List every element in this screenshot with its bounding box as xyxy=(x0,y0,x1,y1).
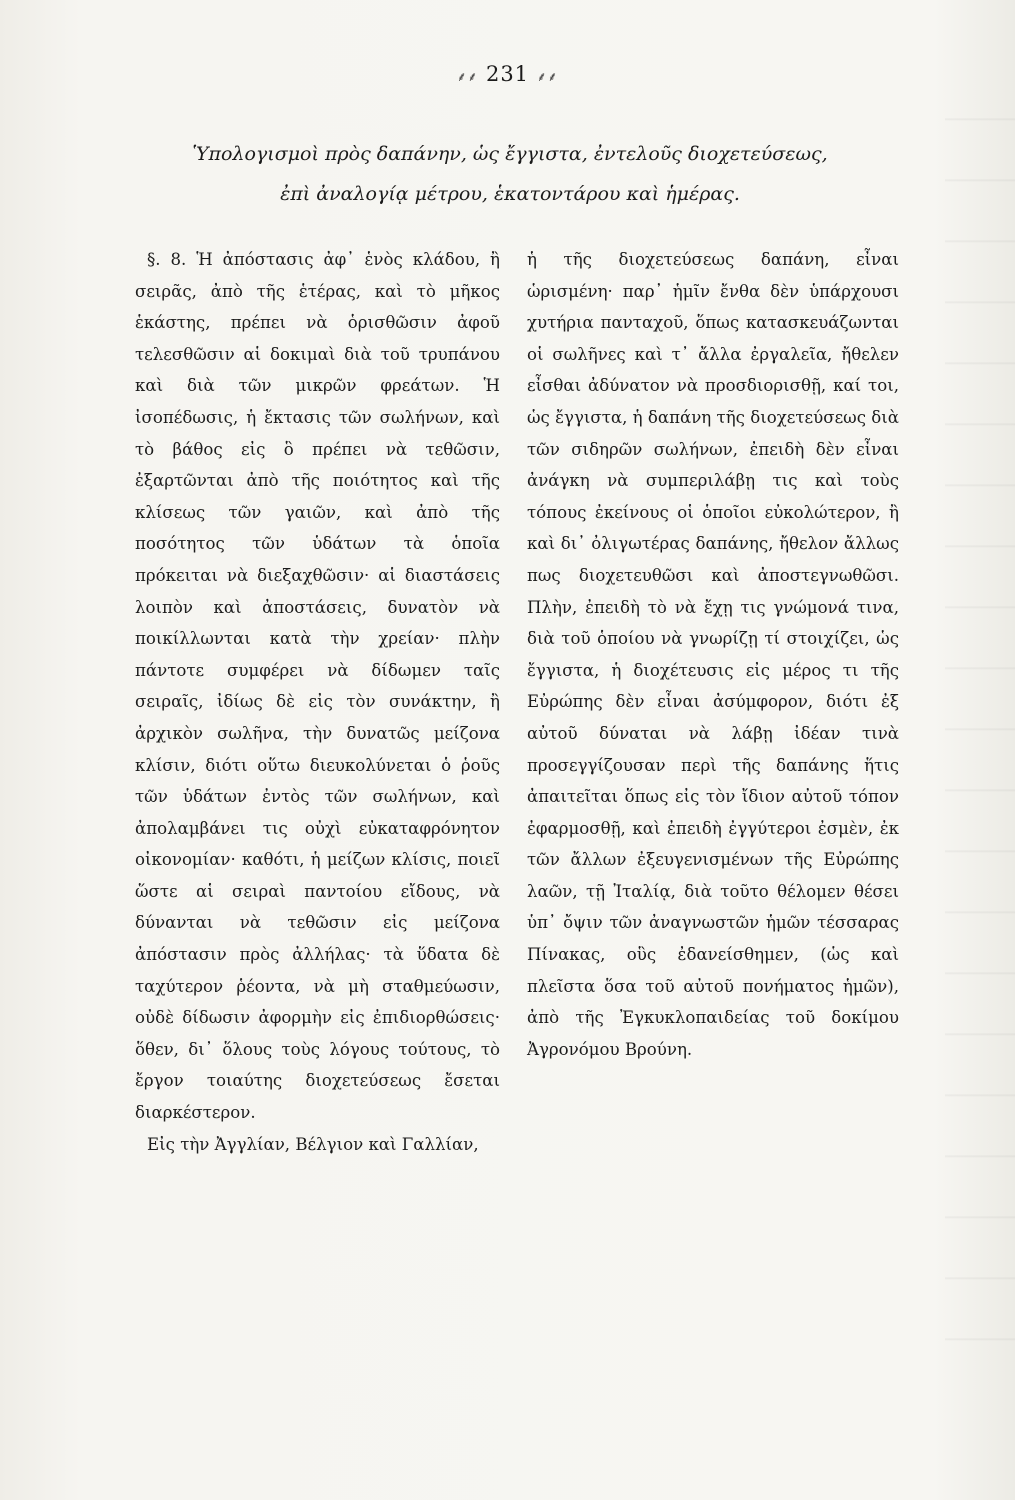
section-title-line-2: ἐπὶ ἀναλογίᾳ μέτρου, ἑκατοντάρου καὶ ἡμέρας. xyxy=(280,183,740,205)
right-column xyxy=(527,244,899,1065)
left-paragraph-2: Εἰς τὴν Ἀγγλίαν, Βέλγιον καὶ Γαλλίαν, xyxy=(147,1134,479,1154)
right-paragraph-1: ἡ τῆς διοχετεύσεως δαπάνη, εἶναι ὡρισμένη· παρ᾽ ἡμῖν ἔνθα δὲν ὑπάρχουσι χυτήρια πανταχοῦ, ὅπως κατασκευάζωνται οἱ σωλῆνες καὶ τ᾽ ἄλλα ἐργαλεῖα, ἤθελεν εἶσθαι ἀδύνατον νὰ προσδιορισθῇ, καί τοι, ὡς ἔγγιστα, ἡ δαπάνη τῆς διοχετεύσεως διὰ τῶν σιδηρῶν σωλήνων, ἐπειδὴ δὲν εἶναι ἀνάγκη νὰ συμπεριλάβῃ τις καὶ τοὺς τόπους ἐκείνους οἱ ὁποῖοι εὐκολώτερον, ἢ καὶ δι᾽ ὀλιγωτέρας δαπάνης, ἤθελον ἄλλως πως διοχετευθῶσι καὶ ἀποστεγνωθῶσι. Πλὴν, ἐπειδὴ τὸ νὰ ἔχῃ τις γνώμονά τινα, διὰ τοῦ ὁποίου νὰ γνωρίζῃ τί στοιχίζει, ὡς ἔγγιστα, ἡ διοχέτευσις εἰς μέρος τι τῆς Εὐρώπης δὲν εἶναι ἀσύμφορον, διότι ἐξ αὐτοῦ δύναται νὰ λάβῃ ἰδέαν τινὰ προσεγγίζουσαν περὶ τῆς δαπάνης ἥτις ἀπαιτεῖται ὅπως εἰς τὸν ἴδιον αὐτοῦ τόπον ἐφαρμοσθῇ, καὶ ἐπειδὴ ἐγγύτεροι ἐσμὲν, ἐκ τῶν ἄλλων ἐξευγενισμένων τῆς Εὐρώπης λαῶν, τῇ Ἰταλίᾳ, διὰ τοῦτο θέλομεν θέσει ὑπ᾽ ὄψιν τῶν ἀναγνωστῶν ἡμῶν τέσσαρας Πίνακας, οὓς ἐδανείσθημεν, (ὡς καὶ πλεῖστα ὅσα τοῦ αὐτοῦ πονήματος ἡμῶν), ἀπὸ τῆς Ἐγκυκλοπαιδείας τοῦ δοκίμου Ἀγρονόμου Βρούνη. xyxy=(527,250,899,1059)
ornament-left: ⸙⸙ xyxy=(456,70,479,85)
page-header xyxy=(0,62,1015,86)
page-number: 231 xyxy=(485,62,530,86)
left-column xyxy=(135,244,500,1160)
bleed-through-table xyxy=(945,60,1015,1360)
left-paragraph-1: §. 8. Ἡ ἀπόστασις ἀφ᾽ ἑνὸς κλάδου, ἢ σειρᾶς, ἀπὸ τῆς ἑτέρας, καὶ τὸ μῆκος ἑκάστης, πρέπει νὰ ὁρισθῶσιν ἀφοῦ τελεσθῶσιν αἱ δοκιμαὶ διὰ τοῦ τρυπάνου καὶ διὰ τῶν μικρῶν φρεάτων. Ἡ ἰσοπέδωσις, ἡ ἔκτασις τῶν σωλήνων, καὶ τὸ βάθος εἰς ὃ πρέπει νὰ τεθῶσιν, ἐξαρτῶνται ἀπὸ τῆς ποιότητος καὶ τῆς κλίσεως τῶν γαιῶν, καὶ ἀπὸ τῆς ποσότητος τῶν ὑδάτων τὰ ὁποῖα πρόκειται νὰ διεξαχθῶσιν· αἱ διαστάσεις λοιπὸν καὶ ἀποστάσεις, δυνατὸν νὰ ποικίλλωνται κατὰ τὴν χρείαν· πλὴν πάντοτε συμφέρει νὰ δίδωμεν ταῖς σειραῖς, ἰδίως δὲ εἰς τὸν συνάκτην, ἢ ἀρχικὸν σωλῆνα, τὴν δυνατῶς μείζονα κλίσιν, διότι οὕτω διευκολύνεται ὁ ῥοῦς τῶν ὑδάτων ἐντὸς τῶν σωλήνων, καὶ ἀπολαμβάνει τις οὐχὶ εὐκαταφρόνητον οἰκονομίαν· καθότι, ἡ μείζων κλίσις, ποιεῖ ὥστε αἱ σειραὶ παντοίου εἴδους, νὰ δύνανται νὰ τεθῶσιν εἰς μείζονα ἀπόστασιν πρὸς ἀλλήλας· τὰ ὕδατα δὲ ταχύτερον ῥέοντα, νὰ μὴ σταθμεύωσιν, οὐδὲ δίδωσιν ἀφορμὴν εἰς ἐπιδιορθώσεις· ὅθεν, δι᾽ ὅλους τοὺς λόγους τούτους, τὸ ἔργον τοιαύτης διοχετεύσεως ἔσεται διαρκέστερον. xyxy=(135,250,500,1123)
section-title-line-1: Ὑπολογισμοὶ πρὸς δαπάνην, ὡς ἔγγιστα, ἐντελοῦς διοχετεύσεως, xyxy=(192,143,828,165)
ornament-right: ⸙⸙ xyxy=(536,70,559,85)
